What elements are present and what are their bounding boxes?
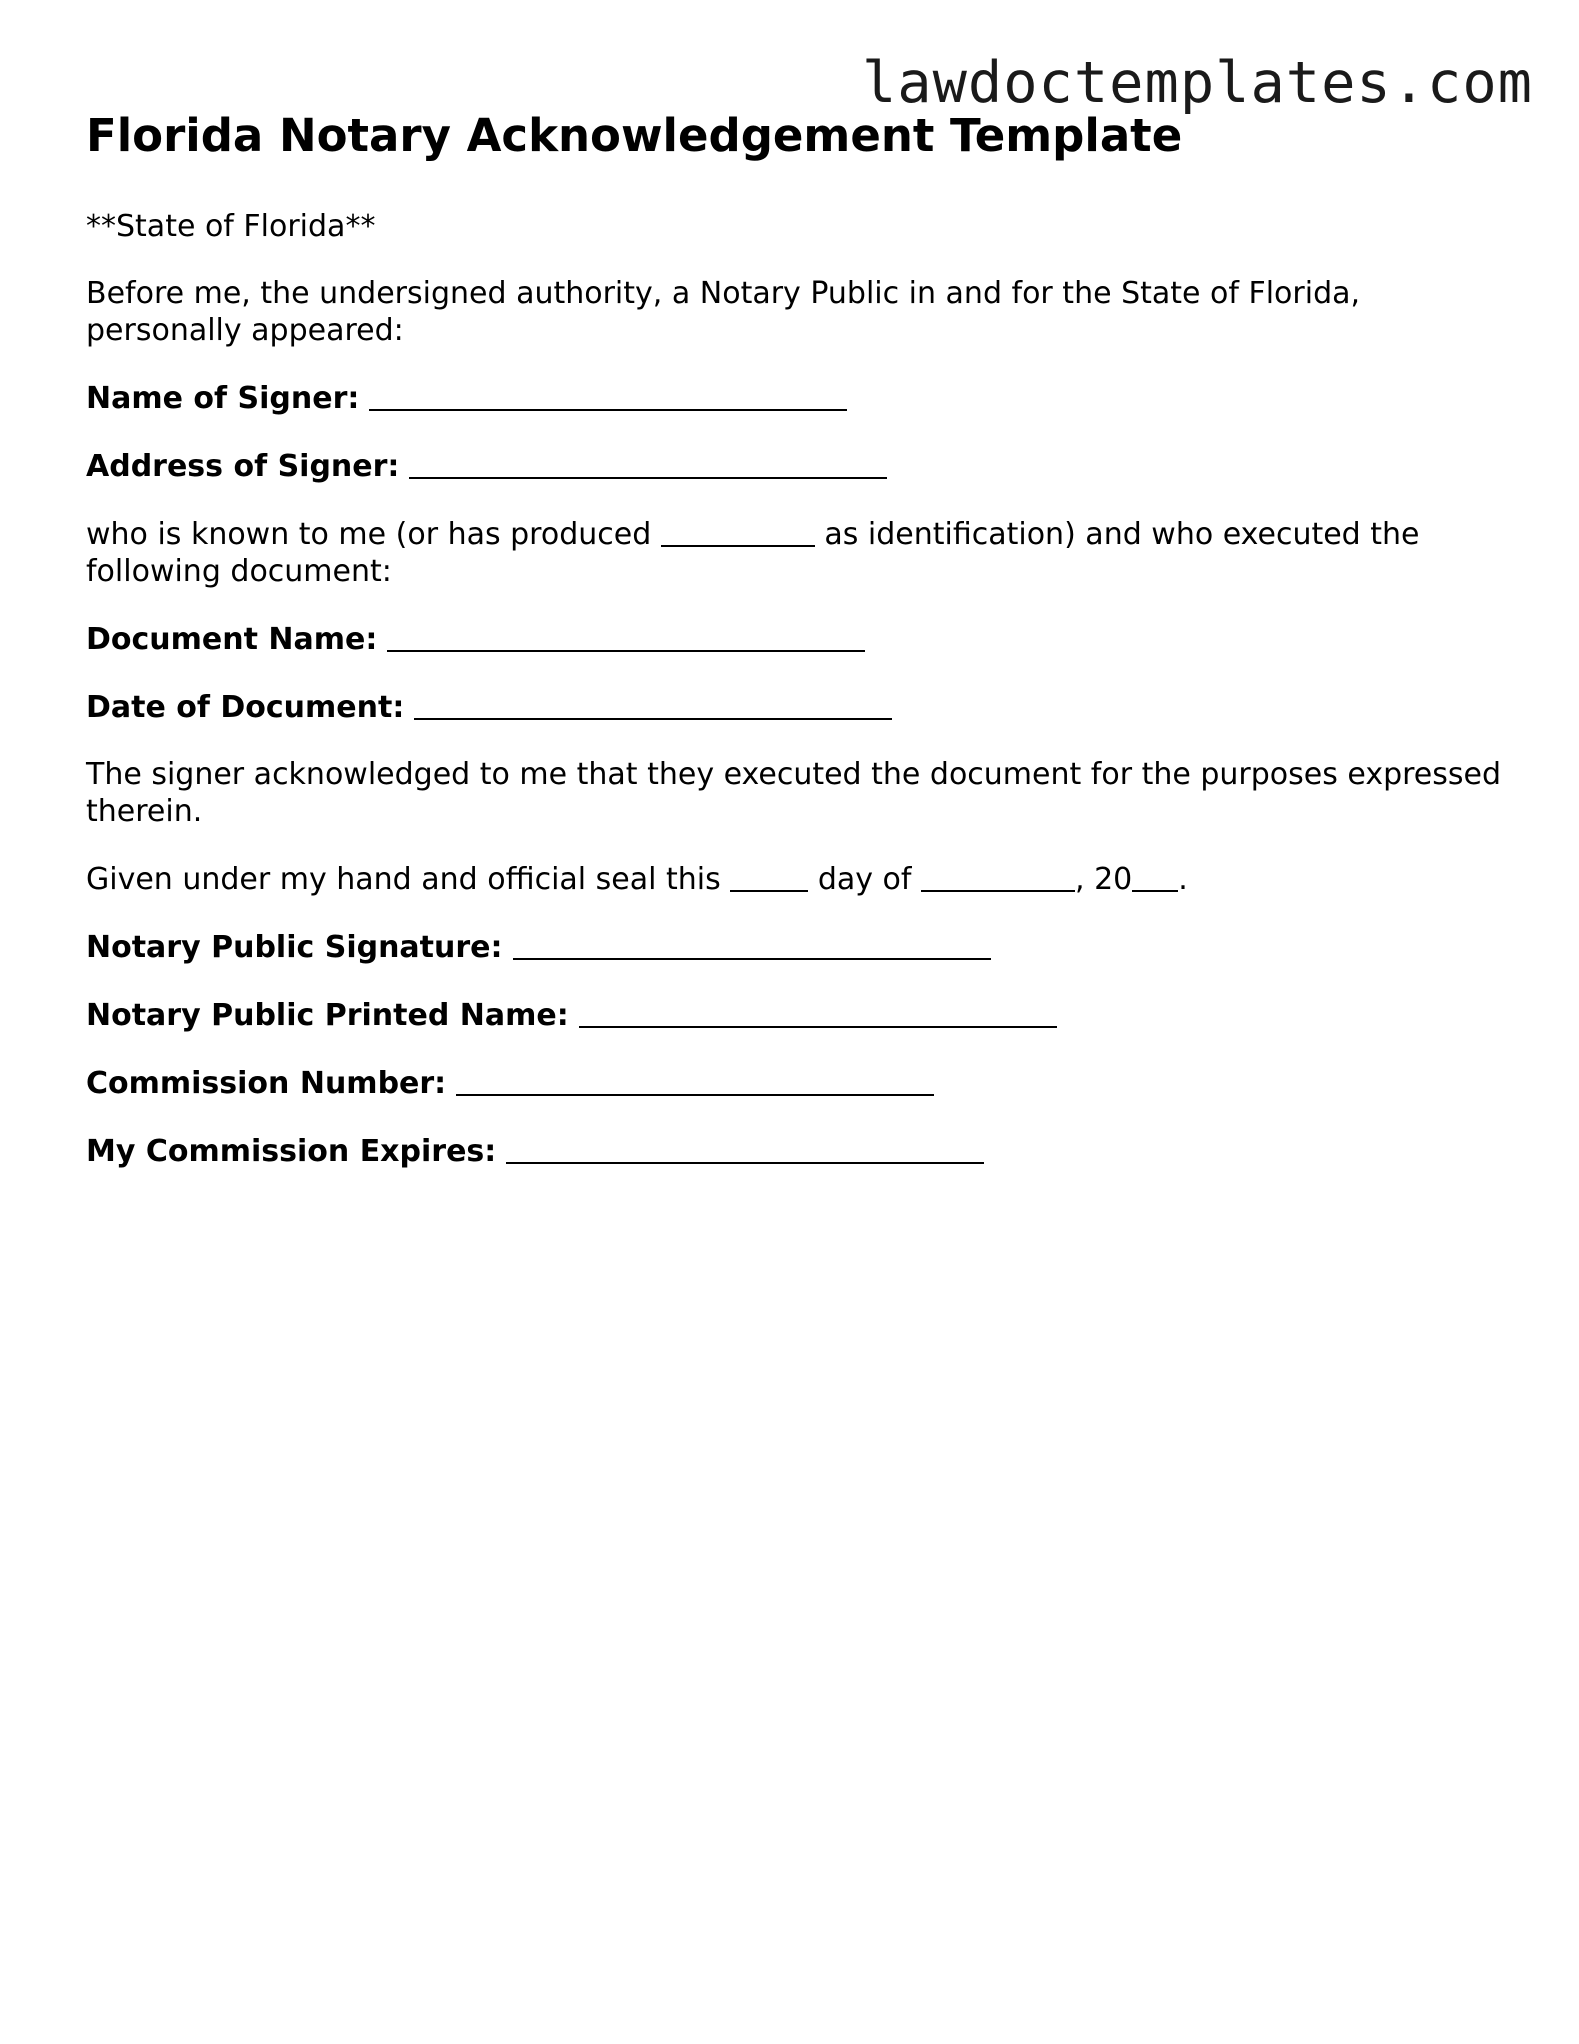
day-blank[interactable] <box>730 860 808 892</box>
commission-expires-field <box>86 1132 1506 1170</box>
address-of-signer-field <box>86 447 1506 485</box>
name-of-signer-blank[interactable] <box>369 379 847 411</box>
intro-paragraph: Before me, the undersigned authority, a Notary Public in and for the State of Florida, personally appeared: <box>86 276 1361 348</box>
notary-printed-name-label: Notary Public Printed Name: <box>86 998 569 1033</box>
given-text-part2: day of <box>808 862 922 897</box>
notary-signature-field <box>86 928 1506 966</box>
document-name-field <box>86 620 1506 658</box>
month-blank[interactable] <box>921 860 1075 892</box>
given-text-part4: . <box>1178 862 1188 897</box>
given-under-hand-paragraph <box>86 860 1506 898</box>
site-watermark: lawdoctemplates.com <box>861 50 1533 116</box>
address-of-signer-blank[interactable] <box>409 447 887 479</box>
notary-signature-blank[interactable] <box>513 928 991 960</box>
commission-number-blank[interactable] <box>456 1064 934 1096</box>
identification-text-before: who is known to me (or has produced <box>86 517 661 552</box>
given-text-part1: Given under my hand and official seal this <box>86 862 731 897</box>
identification-paragraph <box>86 515 1506 590</box>
identification-text-after: as identification) and who executed the following document: <box>86 517 1420 589</box>
commission-expires-label: My Commission Expires: <box>86 1134 497 1169</box>
given-text-part3: , 20 <box>1075 862 1133 897</box>
document-name-label: Document Name: <box>86 622 378 657</box>
document-page <box>86 108 1506 1200</box>
name-of-signer-field <box>86 379 1506 417</box>
date-of-document-label: Date of Document: <box>86 690 405 725</box>
commission-number-field <box>86 1064 1506 1102</box>
year-blank[interactable] <box>1132 860 1178 892</box>
document-name-blank[interactable] <box>387 620 865 652</box>
identification-blank[interactable] <box>661 515 815 547</box>
date-of-document-field <box>86 688 1506 726</box>
commission-expires-blank[interactable] <box>506 1132 984 1164</box>
state-line: **State of Florida** <box>86 209 376 244</box>
notary-printed-name-field <box>86 996 1506 1034</box>
address-of-signer-label: Address of Signer: <box>86 449 400 484</box>
date-of-document-blank[interactable] <box>414 688 892 720</box>
notary-signature-label: Notary Public Signature: <box>86 930 503 965</box>
notary-printed-name-blank[interactable] <box>579 996 1057 1028</box>
acknowledgment-paragraph: The signer acknowledged to me that they executed the document for the purposes expressed therein. <box>86 757 1502 829</box>
document-title: Florida Notary Acknowledgement Template <box>86 109 1183 162</box>
name-of-signer-label: Name of Signer: <box>86 381 360 416</box>
commission-number-label: Commission Number: <box>86 1066 447 1101</box>
